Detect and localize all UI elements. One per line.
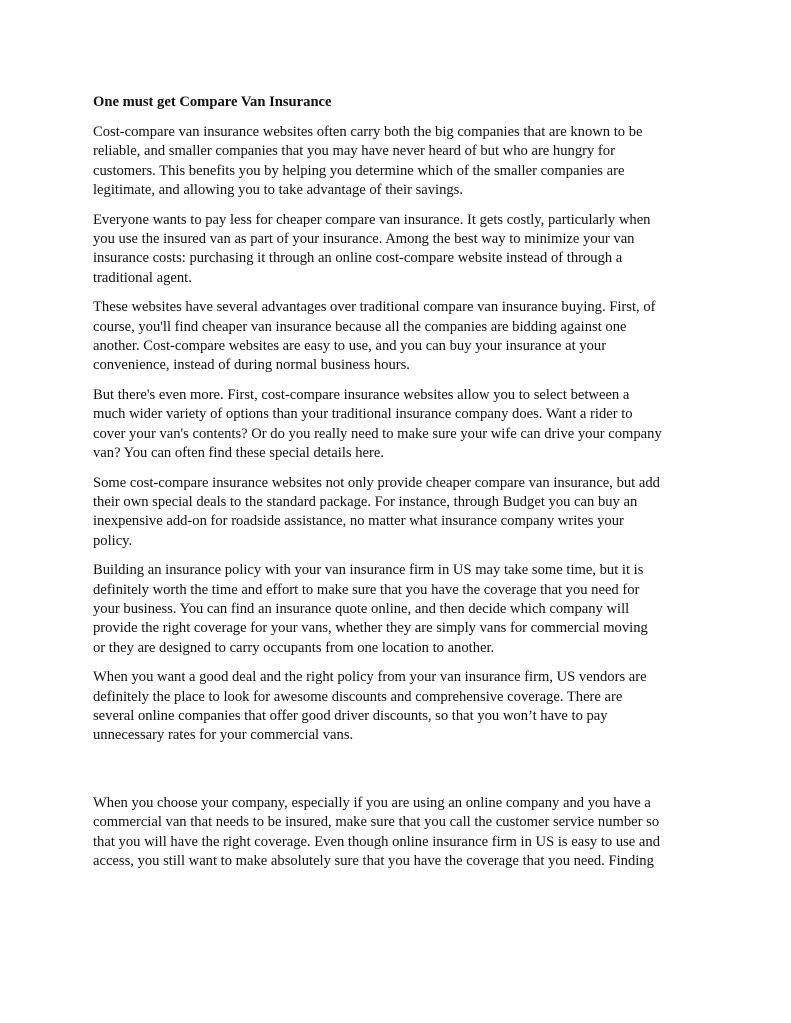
paragraph-line: convenience, instead of during normal business hours. (93, 357, 410, 374)
paragraph-line: Everyone wants to pay less for cheaper compare van insurance. It gets costly, particularly when (93, 211, 651, 228)
paragraph-line: definitely the place to look for awesome discounts and comprehensive coverage. There are (93, 688, 623, 705)
paragraph-line: course, you'll find cheaper van insurance because all the companies are bidding against one (93, 318, 627, 335)
paragraph-line: insurance costs: purchasing it through an online cost-compare website instead of through a (93, 250, 623, 267)
paragraph-line: Building an insurance policy with your van insurance firm in US may take some time, but it is (93, 562, 644, 579)
blank-spacer (93, 756, 703, 794)
paragraph-line: legitimate, and allowing you to take advantage of their savings. (93, 182, 464, 199)
paragraph-5 (93, 474, 703, 552)
paragraph-6 (93, 561, 703, 658)
paragraph-line: inexpensive add-on for roadside assistance, no matter what insurance company writes your (93, 513, 624, 530)
paragraph-line: that you will have the right coverage. Even though online insurance firm in US is easy to use and (93, 833, 660, 850)
paragraph-line: But there's even more. First, cost-compare insurance websites allow you to select between a (93, 386, 630, 403)
paragraph-line: When you want a good deal and the right policy from your van insurance firm, US vendors are (93, 669, 647, 686)
paragraph-line: When you choose your company, especially if you are using an online company and you have a (93, 794, 651, 811)
paragraph-8 (93, 794, 703, 872)
paragraph-line: their own special deals to the standard package. For instance, through Budget you can buy an (93, 493, 638, 510)
paragraph-line: access, you still want to make absolutely sure that you have the coverage that you need. Finding (93, 853, 654, 869)
paragraph-3 (93, 298, 703, 376)
paragraph-line: reliable, and smaller companies that you may have never heard of but who are hungry for (93, 143, 615, 160)
paragraph-line: cover your van's contents? Or do you really need to make sure your wife can drive your company (93, 425, 662, 442)
paragraph-line: definitely worth the time and effort to make sure that you have the coverage that you need for (93, 581, 640, 598)
paragraph-line: traditional agent. (93, 269, 192, 286)
paragraph-4 (93, 386, 703, 464)
paragraph-line: several online companies that offer good driver discounts, so that you won’t have to pay (93, 707, 608, 724)
paragraph-line: van? You can often find these special details here. (93, 445, 384, 462)
document-page (93, 93, 703, 881)
paragraph-line: another. Cost-compare websites are easy to use, and you can buy your insurance at your (93, 338, 607, 355)
document-title: One must get Compare Van Insurance (93, 94, 332, 110)
paragraph-line: unnecessary rates for your commercial vans. (93, 727, 354, 744)
paragraph-7 (93, 668, 703, 746)
paragraph-line: much wider variety of options than your traditional insurance company does. Want a rider to (93, 406, 633, 423)
paragraph-line: or they are designed to carry occupants from one location to another. (93, 639, 495, 656)
paragraph-line: policy. (93, 532, 133, 549)
paragraph-line: customers. This benefits you by helping you determine which of the smaller companies are (93, 162, 625, 179)
paragraph-1 (93, 123, 703, 201)
paragraph-line: commercial van that needs to be insured, make sure that you call the customer service number so (93, 814, 660, 831)
paragraph-line: Cost-compare van insurance websites often carry both the big companies that are known to be (93, 124, 643, 140)
paragraph-line: These websites have several advantages over traditional compare van insurance buying. First, of (93, 299, 656, 316)
paragraph-line: Some cost-compare insurance websites not only provide cheaper compare van insurance, but add (93, 474, 660, 491)
paragraph-2 (93, 211, 703, 289)
paragraph-line: you use the insured van as part of your insurance. Among the best way to minimize your van (93, 231, 635, 248)
paragraph-line: your business. You can find an insurance quote online, and then decide which company will (93, 600, 630, 617)
paragraph-line: provide the right coverage for your vans, whether they are simply vans for commercial moving (93, 620, 648, 637)
